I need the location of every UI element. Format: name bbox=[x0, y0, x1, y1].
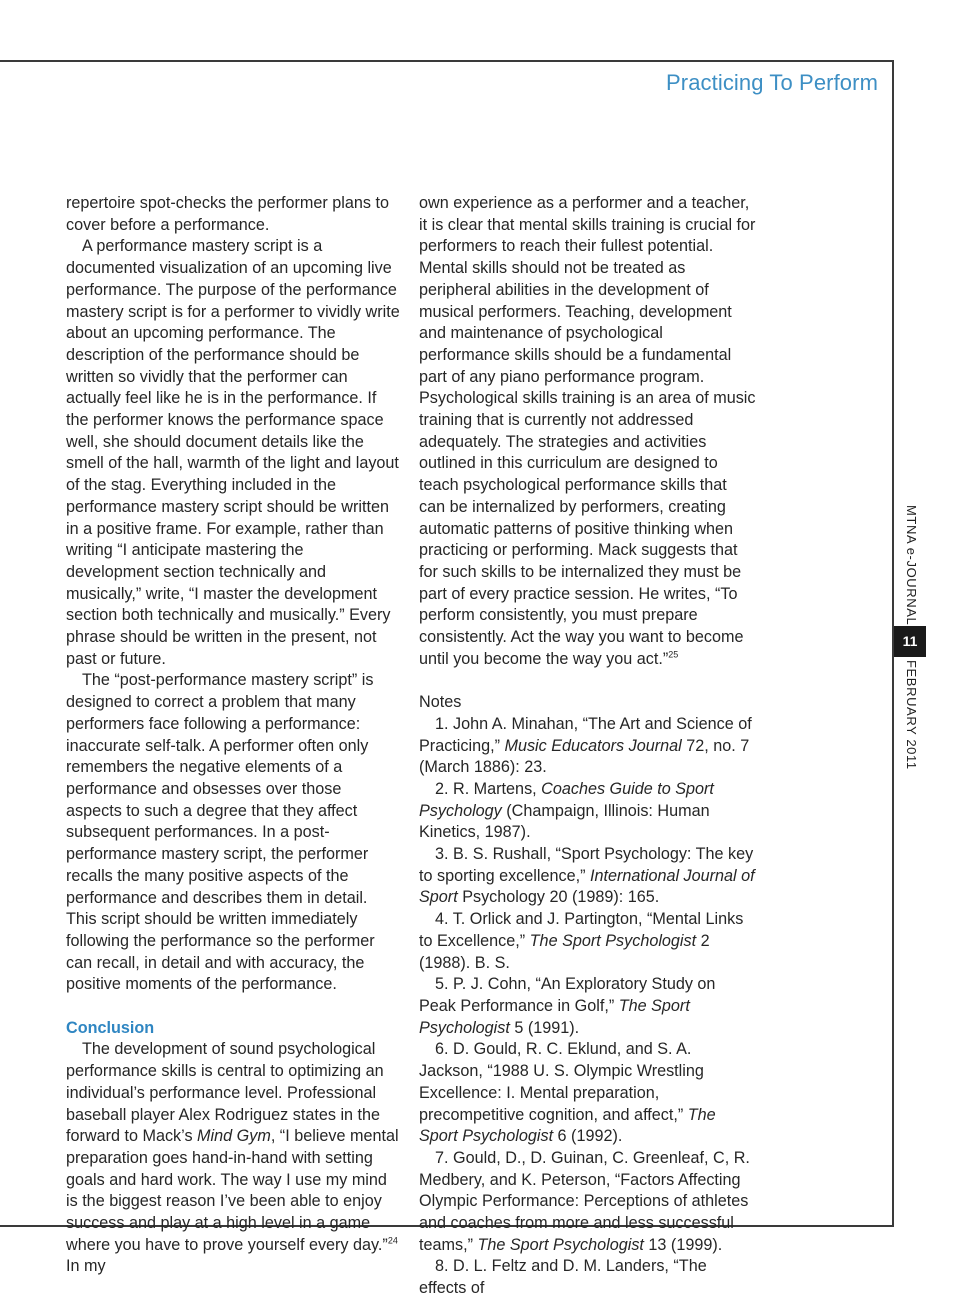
note-source-title: The Sport Psychologist bbox=[419, 997, 690, 1037]
note-item bbox=[419, 714, 756, 779]
paragraph: repertoire spot-checks the performer plans to cover before a performance. bbox=[66, 194, 389, 234]
text-run: own experience as a performer and a teacher, it is clear that mental skills training is crucial for performers to reach their fullest potential. Mental skills should not be treated as peripheral abilities in the development of musical performers. Teaching, development and maintenance of psychological performance skills should be a fundamental part of any piano performance program. Psychological skills training is an area of music training that is currently not addressed adequately. The strategies and activities outlined in this curriculum are designed to teach psychological performance skills that can be internalized by performers, creating automatic patterns of positive thinking when practicing or performing. Mack suggests that for such skills to be internalized they must be part of every practice session. He writes, “To perform consistently, you must prepare consistently. Act the way you want to become until you become the way you act.” bbox=[419, 194, 756, 668]
note-source-title: The Sport Psychologist bbox=[419, 1105, 716, 1146]
footnote-ref: 24 bbox=[387, 1235, 398, 1246]
note-item bbox=[419, 1148, 756, 1257]
note-item bbox=[419, 779, 756, 844]
note-source-title: The Sport Psychologist bbox=[529, 931, 697, 950]
note-text: 6 (1992). bbox=[553, 1127, 623, 1146]
note-text: 1. John A. Minahan, “The Art and Science of Practicing,” bbox=[419, 714, 752, 755]
note-text: 5. P. J. Cohn, “An Exploratory Study on Peak Performance in Golf,” bbox=[419, 975, 716, 1015]
conclusion-heading: Conclusion bbox=[66, 1018, 155, 1037]
note-text: 13 (1999). bbox=[643, 1235, 723, 1254]
note-text: 72, no. 7 (March 1886): 23. bbox=[419, 736, 750, 777]
note-text: 5 (1991). bbox=[509, 1018, 580, 1037]
paragraph bbox=[419, 193, 756, 670]
journal-name-text: MTNA e-JOURNAL bbox=[904, 505, 919, 626]
note-item bbox=[419, 844, 756, 909]
note-text: 8. D. L. Feltz and D. M. Landers, “The effects of bbox=[419, 1257, 707, 1298]
left-column bbox=[66, 193, 400, 1278]
note-text: 7. Gould, D., D. Guinan, C. Greenleaf, C, R. Medbery, and K. Peterson, “Factors Affecting Olympic Performance: Perceptions of athletes and coaches from more and less successful teams,” bbox=[419, 1148, 750, 1254]
issue-date-text: FEBRUARY 2011 bbox=[904, 660, 919, 770]
right-column bbox=[419, 193, 756, 1300]
note-text: (Champaign, Illinois: Human Kinetics, 1987). bbox=[419, 801, 710, 842]
paragraph bbox=[66, 1039, 400, 1278]
note-item bbox=[419, 909, 756, 974]
notes-heading: Notes bbox=[419, 693, 462, 712]
note-text: 2 (1988). B. S. bbox=[419, 931, 710, 972]
journal-name bbox=[899, 505, 923, 625]
note-source-title: Music Educators Journal bbox=[504, 736, 682, 755]
footnote-ref: 25 bbox=[668, 649, 679, 660]
note-text: Psychology 20 (1989): 165. bbox=[457, 888, 660, 907]
paragraph: A performance mastery script is a documented visualization of an upcoming live performance. The purpose of the performance mastery script is for a performer to vividly write about an upcoming performance. The description of the performance should be written so vividly that the performer can actually feel like he is in the performance. If the performer knows the performance space well, she should document details like the smell of the hall, warmth of the light and layout of the stag. Everything included in the performance mastery script should be written in a positive frame. For example, rather than writing “I anticipate mastering the development section technically and musically,” write, “I master the development section both technically and musically.” Every phrase should be written in the present, not past or future. bbox=[66, 237, 400, 668]
book-title: Mind Gym bbox=[197, 1127, 271, 1146]
issue-date bbox=[899, 660, 923, 770]
note-text: 2. R. Martens, bbox=[435, 779, 542, 798]
text-run: In my bbox=[66, 1257, 106, 1276]
running-title: Practicing To Perform bbox=[666, 70, 878, 95]
note-item bbox=[419, 1039, 756, 1148]
notes-list bbox=[419, 714, 756, 1300]
note-text: 6. D. Gould, R. C. Eklund, and S. A. Jackson, “1988 U. S. Olympic Wrestling Excellence: I. Mental preparation, precompetitive cognition, and affect,” bbox=[419, 1040, 704, 1124]
note-source-title: The Sport Psychologist bbox=[477, 1235, 644, 1254]
note-text: 3. B. S. Rushall, “Sport Psychology: The key to sporting excellence,” bbox=[419, 845, 754, 885]
note-text: 4. T. Orlick and J. Partington, “Mental Links to Excellence,” bbox=[419, 910, 744, 950]
note-item bbox=[419, 974, 756, 1039]
paragraph: The “post-performance mastery script” is designed to correct a problem that many performers face following a performance: inaccurate self-talk. A performer often only remembers the negative elements of a performance and obsesses over those aspects to such a degree that they affect subsequent performances. In a post-performance mastery script, the performer recalls the many positive aspects of the performance and describes them in detail. This script should be written immediately following the performance so the performer can recall, in detail and with accuracy, the positive moments of the performance. bbox=[66, 671, 375, 994]
note-source-title: International Journal of Sport bbox=[419, 866, 755, 907]
page-number: 11 bbox=[894, 626, 926, 657]
note-item bbox=[419, 1256, 756, 1299]
text-run: The development of sound psychological performance skills is central to optimizing an individual’s performance level. Professional baseball player Alex Rodriguez states in the forward to Mack’s bbox=[66, 1040, 384, 1146]
note-source-title: Coaches Guide to Sport Psychology bbox=[419, 779, 714, 820]
text-run: , “I believe mental preparation goes hand-in-hand with setting goals and hard work. The way I use my mind is the biggest reason I’ve been able to enjoy success and play at a high level in a game where you have to prove yourself every day.” bbox=[66, 1127, 399, 1254]
